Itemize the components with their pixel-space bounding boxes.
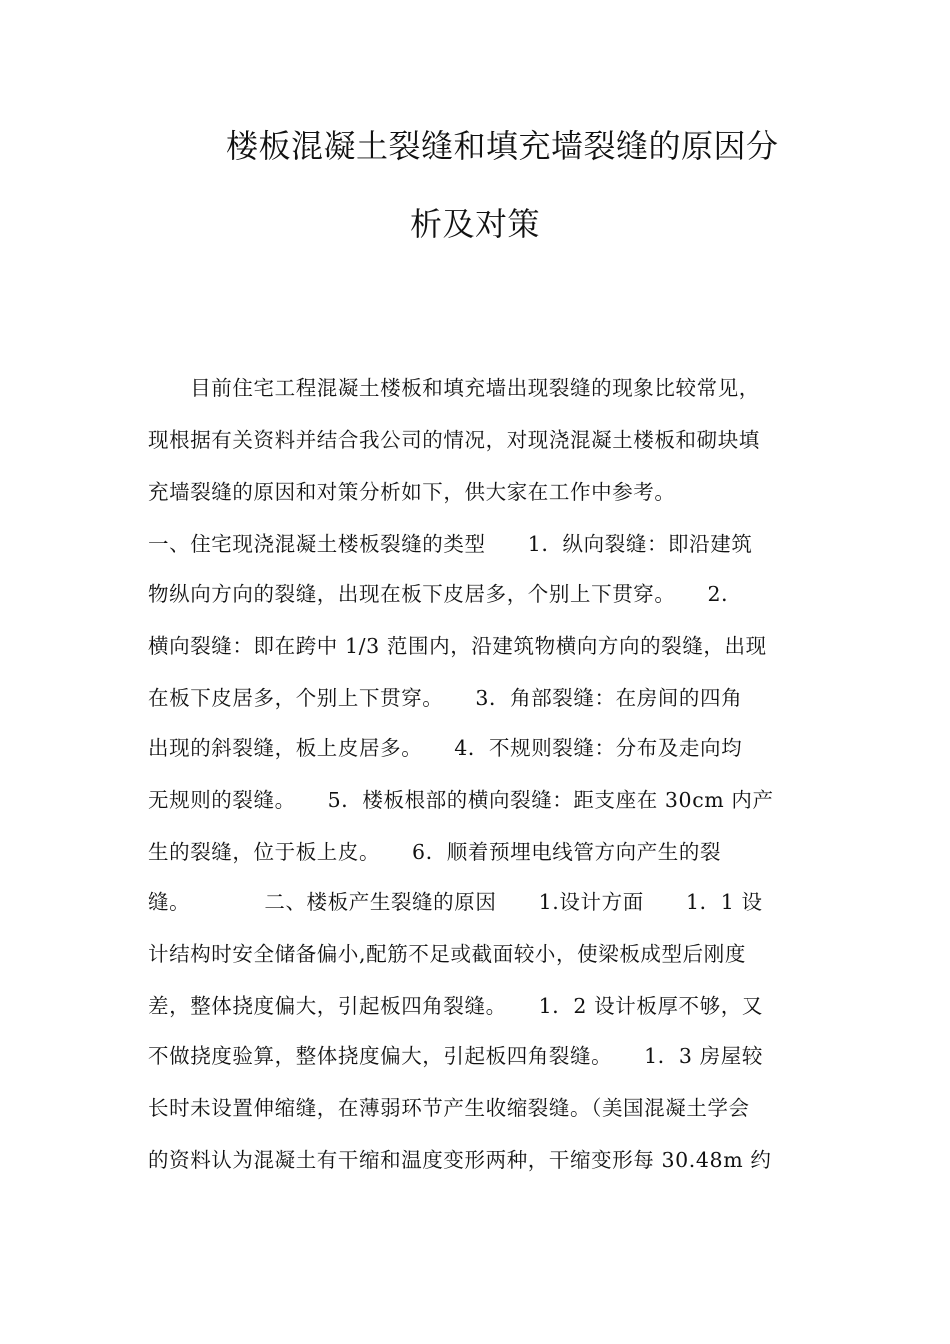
- body-text-line: 物纵向方向的裂缝，出现在板下皮居多，个别上下贯穿。 2．: [148, 582, 743, 606]
- body-text-line: 不做挠度验算，整体挠度偏大，引起板四角裂缝。 1．3 房屋较: [148, 1044, 763, 1068]
- body-text-line: 差，整体挠度偏大，引起板四角裂缝。 1．2 设计板厚不够，又: [148, 994, 763, 1018]
- body-text-line: 缝。 二、楼板产生裂缝的原因 1.设计方面 1．1 设: [148, 890, 763, 914]
- body-text-line: 出现的斜裂缝，板上皮居多。 4．不规则裂缝：分布及走向均: [148, 736, 743, 760]
- body-text-line: 一、住宅现浇混凝土楼板裂缝的类型 1．纵向裂缝：即沿建筑: [148, 532, 753, 556]
- body-text-line: 无规则的裂缝。 5．楼板根部的横向裂缝：距支座在 30cm 内产: [148, 788, 774, 812]
- body-text-line: 的资料认为混凝土有干缩和温度变形两种，干缩变形每 30.48m 约: [148, 1148, 772, 1172]
- body-text-line: 横向裂缝：即在跨中 1/3 范围内，沿建筑物横向方向的裂缝，出现: [148, 634, 767, 658]
- body-text-line: 充墙裂缝的原因和对策分析如下，供大家在工作中参考。: [148, 480, 676, 504]
- body-text-line: 在板下皮居多，个别上下贯穿。 3．角部裂缝：在房间的四角: [148, 686, 743, 710]
- body-text-line: 生的裂缝，位于板上皮。 6．顺着预埋电线管方向产生的裂: [148, 840, 722, 864]
- body-text-line: 目前住宅工程混凝土楼板和填充墙出现裂缝的现象比较常见，: [148, 376, 760, 400]
- body-text-line: 计结构时安全储备偏小,配筋不足或截面较小，使梁板成型后刚度: [148, 942, 746, 966]
- document-title-line-1: 楼板混凝土裂缝和填充墙裂缝的原因分: [226, 127, 779, 165]
- document-title-line-2: 析及对策: [410, 205, 541, 243]
- body-text-line: 长时未设置伸缩缝，在薄弱环节产生收缩裂缝。（美国混凝土学会: [148, 1096, 750, 1120]
- body-text-line: 现根据有关资料并结合我公司的情况，对现浇混凝土楼板和砌块填: [148, 428, 760, 452]
